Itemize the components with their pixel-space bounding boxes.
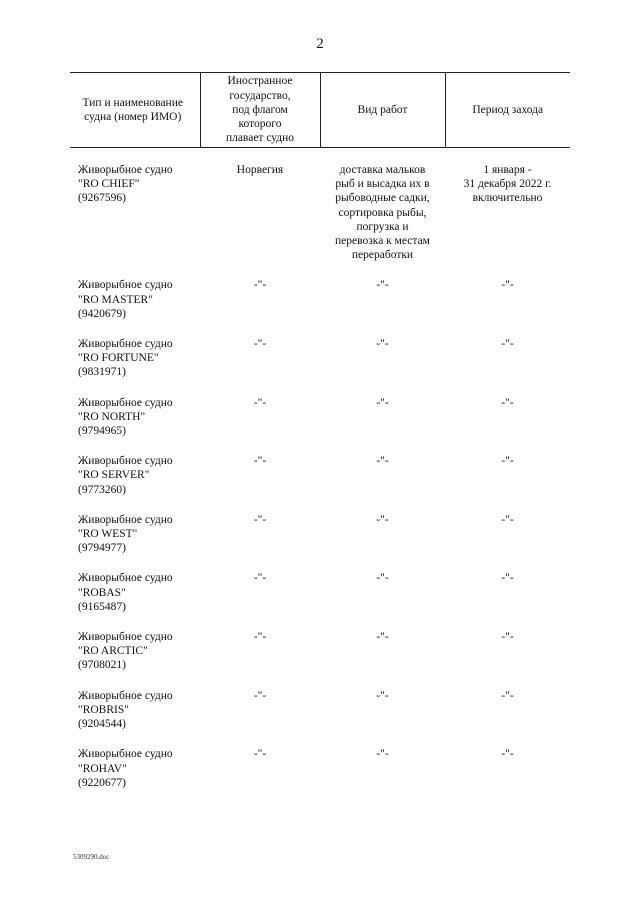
text-line: (9831971) — [78, 366, 126, 379]
text-line: Иностранное — [227, 75, 293, 88]
period-cell: -"- — [501, 748, 514, 761]
text-line: "RO WEST" — [78, 528, 138, 541]
state-cell: -"- — [253, 748, 267, 761]
work-cell: -"- — [376, 455, 389, 468]
text-line: "RO SERVER" — [78, 469, 150, 482]
work-cell: -"- — [376, 513, 389, 526]
text-line: (9794977) — [78, 542, 126, 555]
vessel-cell — [70, 454, 200, 513]
period-cell: -"- — [501, 455, 514, 468]
text-line: Живорыбное судно — [78, 396, 173, 409]
text-line: "RO MASTER" — [78, 293, 153, 306]
work-cell: -"- — [376, 396, 389, 409]
text-line: перевозка к местам — [335, 235, 430, 248]
work-cell — [320, 148, 445, 279]
text-line: включительно — [472, 192, 543, 205]
text-line: погрузка и — [356, 220, 409, 233]
header-vessel-type — [70, 73, 200, 148]
text-line: Период захода — [472, 103, 544, 116]
text-line: (9708021) — [78, 659, 126, 672]
text-line: плавает судно — [225, 132, 295, 145]
period-cell: -"- — [501, 513, 514, 526]
text-line: Норвегия — [236, 164, 284, 176]
table-row — [70, 513, 570, 572]
text-line: Живорыбное судно — [78, 279, 173, 292]
vessel-cell — [70, 278, 200, 337]
vessel-cell — [70, 396, 200, 455]
page-number: 2 — [316, 36, 324, 52]
vessel-cell — [70, 148, 200, 279]
header-work-type — [320, 73, 445, 148]
table-row — [70, 278, 570, 337]
text-line: переработки — [351, 249, 414, 262]
text-line: "RO FORTUNE" — [78, 352, 159, 365]
text-line: (9794965) — [78, 425, 126, 438]
vessel-cell — [70, 747, 200, 806]
text-line: Живорыбное судно — [78, 338, 173, 351]
header-foreign-state — [200, 73, 320, 148]
work-cell: -"- — [376, 572, 389, 585]
period-cell: -"- — [501, 338, 514, 351]
vessel-cell — [70, 571, 200, 630]
text-line: Тип и наименование — [82, 96, 183, 109]
period-cell: -"- — [501, 689, 514, 702]
vessel-cell — [70, 337, 200, 396]
text-line: доставка мальков — [339, 164, 426, 176]
text-line: "ROHAV" — [78, 762, 127, 775]
text-line: государство, — [229, 89, 291, 102]
text-line: "ROBAS" — [78, 586, 126, 599]
state-cell: -"- — [253, 279, 267, 292]
document-reference: 5309290.doc — [73, 853, 110, 861]
text-line: Вид работ — [357, 103, 408, 116]
text-line: Живорыбное судно — [78, 164, 173, 176]
work-cell: -"- — [376, 338, 389, 351]
text-line: рыбоводные садки, — [335, 192, 430, 205]
text-line: сортировка рыбы, — [338, 206, 427, 219]
text-line: Живорыбное судно — [78, 689, 173, 702]
text-line: которого — [238, 118, 282, 131]
text-line: (9220677) — [78, 776, 126, 789]
state-cell: -"- — [253, 455, 267, 468]
table-row — [70, 747, 570, 806]
state-cell: -"- — [253, 396, 267, 409]
text-line: "RO ARCTIC" — [78, 645, 148, 658]
text-line: "ROBRIS" — [78, 703, 129, 716]
state-cell: -"- — [253, 631, 267, 644]
vessel-table — [70, 72, 570, 806]
text-line: Живорыбное судно — [78, 455, 173, 468]
text-line: (9773260) — [78, 483, 126, 496]
text-line: Живорыбное судно — [78, 631, 173, 644]
text-line: "RO NORTH" — [78, 410, 146, 423]
state-cell — [200, 148, 320, 279]
period-cell: -"- — [501, 631, 514, 644]
vessel-cell — [70, 630, 200, 689]
table-row — [70, 630, 570, 689]
header-entry-period — [445, 73, 570, 148]
work-cell: -"- — [376, 631, 389, 644]
text-line: Живорыбное судно — [78, 572, 173, 585]
vessel-cell — [70, 513, 200, 572]
work-cell: -"- — [376, 689, 389, 702]
table-row — [70, 689, 570, 748]
text-line: Живорыбное судно — [78, 513, 173, 526]
work-cell: -"- — [376, 279, 389, 292]
text-line: под флагом — [232, 103, 288, 116]
text-line: рыб и высадка их в — [335, 178, 430, 191]
table-row — [70, 337, 570, 396]
period-cell — [445, 148, 570, 279]
state-cell: -"- — [253, 513, 267, 526]
table-row — [70, 148, 570, 279]
text-line: "RO CHIEF" — [78, 178, 140, 191]
state-cell: -"- — [253, 572, 267, 585]
vessel-cell — [70, 689, 200, 748]
table-row — [70, 571, 570, 630]
state-cell: -"- — [253, 689, 267, 702]
state-cell: -"- — [253, 338, 267, 351]
text-line: судна (номер ИМО) — [84, 111, 182, 123]
text-line: 1 января - — [483, 164, 532, 176]
period-cell: -"- — [501, 279, 514, 292]
work-cell: -"- — [376, 748, 389, 761]
text-line: (9267596) — [78, 192, 126, 205]
text-line: (9165487) — [78, 600, 126, 613]
table-header-row — [70, 73, 570, 148]
period-cell: -"- — [501, 572, 514, 585]
text-line: (9204544) — [78, 718, 126, 731]
table-row — [70, 396, 570, 455]
text-line: (9420679) — [78, 307, 126, 320]
text-line: Живорыбное судно — [78, 748, 173, 761]
text-line: 31 декабря 2022 г. — [463, 178, 552, 191]
table-row — [70, 454, 570, 513]
period-cell: -"- — [501, 396, 514, 409]
